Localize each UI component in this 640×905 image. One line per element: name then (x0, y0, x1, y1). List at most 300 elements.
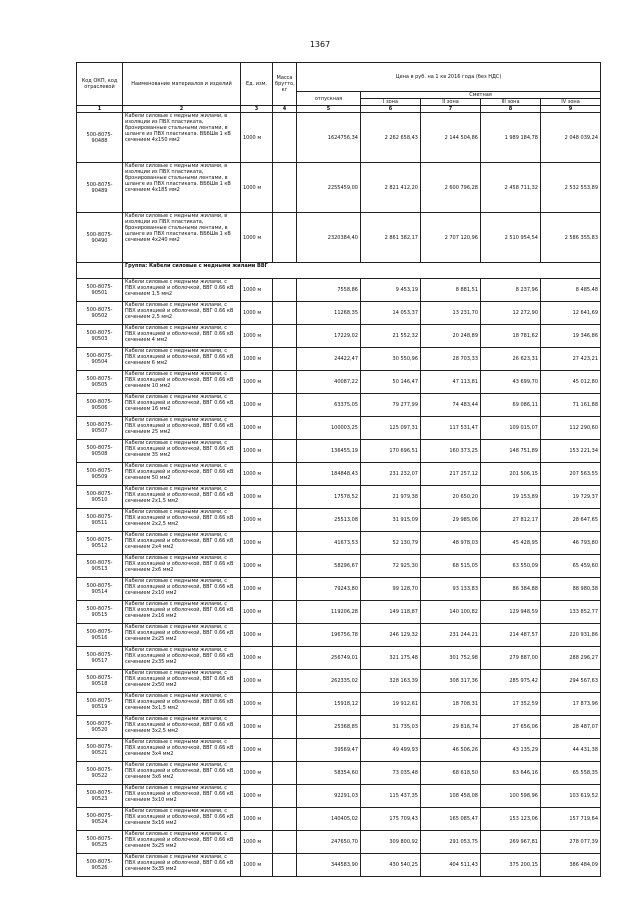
unit-cell: 1000 м (241, 463, 273, 486)
header-zone-4: IV зона (541, 99, 601, 106)
code-cell: 500-8075-90501 (77, 279, 123, 302)
release-price-cell: 79243,80 (297, 578, 361, 601)
zone-2-price-cell: 47 113,81 (421, 371, 481, 394)
code-cell: 500-8075-90512 (77, 532, 123, 555)
zone-1-price-cell: 231 232,07 (361, 463, 421, 486)
table-row (77, 716, 601, 739)
zone-2-price-cell: 231 244,21 (421, 624, 481, 647)
table-row (77, 739, 601, 762)
zone-2-price-cell: 29 985,06 (421, 509, 481, 532)
header-estimate: Сметная (361, 92, 601, 99)
release-price-cell: 11268,35 (297, 302, 361, 325)
zone-1-price-cell: 79 277,99 (361, 394, 421, 417)
release-price-cell: 39569,47 (297, 739, 361, 762)
table-row (77, 670, 601, 693)
col-number: 5 (297, 106, 361, 113)
code-cell (77, 263, 123, 279)
zone-4-price-cell: 386 484,09 (541, 854, 601, 877)
table-row (77, 831, 601, 854)
name-cell: Кабели силовые с медными жилами, с ПВХ изоляцией и оболочкой, ВВГ 0.66 кВ сечением 3х16 мм2 (123, 808, 241, 831)
zone-4-price-cell: 27 423,21 (541, 348, 601, 371)
zone-2-price-cell: 404 511,43 (421, 854, 481, 877)
mass-cell (273, 417, 297, 440)
mass-cell (273, 532, 297, 555)
table-row (77, 785, 601, 808)
zone-2-price-cell: 291 053,75 (421, 831, 481, 854)
release-price-cell: 63375,05 (297, 394, 361, 417)
zone-3-price-cell: 100 598,96 (481, 785, 541, 808)
name-cell: Кабели силовые с медными жилами, с ПВХ изоляцией и оболочкой, ВВГ 0.66 кВ сечением 3х35 мм2 (123, 854, 241, 877)
price-table (76, 62, 601, 877)
table-row (77, 854, 601, 877)
release-price-cell: 256749,01 (297, 647, 361, 670)
group-row (77, 263, 601, 279)
name-cell: Кабели силовые с медными жилами, с ПВХ изоляцией и оболочкой, ВВГ 0.66 кВ сечением 2х16 мм2 (123, 601, 241, 624)
mass-cell (273, 163, 297, 213)
mass-cell (273, 325, 297, 348)
zone-1-price-cell: 72 925,30 (361, 555, 421, 578)
code-cell: 500-8075-90521 (77, 739, 123, 762)
zone-1-price-cell: 430 540,25 (361, 854, 421, 877)
zone-1-price-cell: 9 453,19 (361, 279, 421, 302)
header-name: Наименование материалов и изделий (123, 63, 241, 106)
unit-cell: 1000 м (241, 163, 273, 213)
zone-1-price-cell: 149 118,87 (361, 601, 421, 624)
zone-2-price-cell: 68 618,50 (421, 762, 481, 785)
name-cell: Кабели силовые с медными жилами, с ПВХ изоляцией и оболочкой, ВВГ 0.66 кВ сечением 35 мм2 (123, 440, 241, 463)
table-row (77, 532, 601, 555)
zone-2-price-cell: 308 317,36 (421, 670, 481, 693)
code-cell: 500-8075-90516 (77, 624, 123, 647)
unit-cell: 1000 м (241, 854, 273, 877)
table-row (77, 647, 601, 670)
mass-cell (273, 808, 297, 831)
zone-4-price-cell: 112 290,60 (541, 417, 601, 440)
table-row (77, 693, 601, 716)
zone-4-price-cell: 65 459,60 (541, 555, 601, 578)
zone-1-price-cell: 2 861 382,17 (361, 213, 421, 263)
unit-cell: 1000 м (241, 348, 273, 371)
zone-1-price-cell: 115 437,35 (361, 785, 421, 808)
release-price-cell: 119206,28 (297, 601, 361, 624)
zone-3-price-cell: 148 751,89 (481, 440, 541, 463)
unit-cell: 1000 м (241, 486, 273, 509)
zone-3-price-cell: 285 975,42 (481, 670, 541, 693)
zone-3-price-cell: 129 948,59 (481, 601, 541, 624)
zone-2-price-cell: 117 531,47 (421, 417, 481, 440)
table-row (77, 808, 601, 831)
zone-4-price-cell: 46 793,80 (541, 532, 601, 555)
unit-cell: 1000 м (241, 302, 273, 325)
zone-2-price-cell: 28 703,33 (421, 348, 481, 371)
mass-cell (273, 624, 297, 647)
zone-2-price-cell: 140 100,82 (421, 601, 481, 624)
zone-2-price-cell: 2 144 504,86 (421, 113, 481, 163)
zone-4-price-cell: 288 296,27 (541, 647, 601, 670)
zone-1-price-cell: 31 915,09 (361, 509, 421, 532)
header-unit: Ед. изм. (241, 63, 273, 106)
code-cell: 500-8075-90522 (77, 762, 123, 785)
name-cell: Кабели силовые с медными жилами, в изоляции из ПВХ пластиката, бронированные стальными лентами, в шланге из ПВХ пластиката. ВБбШв 1 кВ сечением 4х185 мм2 (123, 163, 241, 213)
col-number: 8 (481, 106, 541, 113)
zone-2-price-cell: 2 707 120,96 (421, 213, 481, 263)
zone-4-price-cell: 294 567,63 (541, 670, 601, 693)
zone-4-price-cell: 157 719,64 (541, 808, 601, 831)
zone-4-price-cell: 44 431,38 (541, 739, 601, 762)
zone-1-price-cell: 50 146,47 (361, 371, 421, 394)
table-body (77, 113, 601, 877)
table-row (77, 394, 601, 417)
release-price-cell: 184848,43 (297, 463, 361, 486)
zone-2-price-cell: 160 373,25 (421, 440, 481, 463)
zone-2-price-cell: 108 458,08 (421, 785, 481, 808)
zone-3-price-cell: 43 699,70 (481, 371, 541, 394)
unit-cell: 1000 м (241, 693, 273, 716)
release-price-cell: 196756,78 (297, 624, 361, 647)
zone-2-price-cell: 13 231,70 (421, 302, 481, 325)
zone-3-price-cell: 214 487,57 (481, 624, 541, 647)
unit-cell: 1000 м (241, 578, 273, 601)
col-number: 3 (241, 106, 273, 113)
name-cell: Кабели силовые с медными жилами, с ПВХ изоляцией и оболочкой, ВВГ 0.66 кВ сечением 2х6 мм2 (123, 555, 241, 578)
table-row (77, 213, 601, 263)
name-cell: Кабели силовые с медными жилами, с ПВХ изоляцией и оболочкой, ВВГ 0.66 кВ сечением 16 мм2 (123, 394, 241, 417)
unit-cell: 1000 м (241, 555, 273, 578)
table-row (77, 555, 601, 578)
release-price-cell: 41673,53 (297, 532, 361, 555)
header-zone-3: III зона (481, 99, 541, 106)
code-cell: 500-8075-90519 (77, 693, 123, 716)
zone-1-price-cell: 2 821 412,20 (361, 163, 421, 213)
zone-3-price-cell: 63 646,16 (481, 762, 541, 785)
release-price-cell: 262335,02 (297, 670, 361, 693)
zone-4-price-cell: 19 729,37 (541, 486, 601, 509)
code-cell: 500-8075-90489 (77, 163, 123, 213)
release-price-cell: 136455,19 (297, 440, 361, 463)
zone-1-price-cell: 328 163,39 (361, 670, 421, 693)
release-price-cell: 2320384,40 (297, 213, 361, 263)
zone-4-price-cell: 2 586 355,83 (541, 213, 601, 263)
zone-4-price-cell: 2 048 039,24 (541, 113, 601, 163)
unit-cell: 1000 м (241, 785, 273, 808)
zone-2-price-cell: 48 978,03 (421, 532, 481, 555)
table-row (77, 624, 601, 647)
unit-cell: 1000 м (241, 831, 273, 854)
zone-3-price-cell: 19 153,89 (481, 486, 541, 509)
zone-1-price-cell: 19 912,61 (361, 693, 421, 716)
zone-2-price-cell: 18 708,31 (421, 693, 481, 716)
release-price-cell: 140405,02 (297, 808, 361, 831)
zone-4-price-cell: 8 485,48 (541, 279, 601, 302)
zone-3-price-cell: 201 506,15 (481, 463, 541, 486)
zone-4-price-cell: 45 012,80 (541, 371, 601, 394)
name-cell: Кабели силовые с медными жилами, с ПВХ изоляцией и оболочкой, ВВГ 0.66 кВ сечением 25 мм2 (123, 417, 241, 440)
unit-cell: 1000 м (241, 716, 273, 739)
name-cell: Кабели силовые с медными жилами, с ПВХ изоляцией и оболочкой, ВВГ 0.66 кВ сечением 3х25 мм2 (123, 831, 241, 854)
table-row (77, 325, 601, 348)
code-cell: 500-8075-90515 (77, 601, 123, 624)
unit-cell: 1000 м (241, 440, 273, 463)
zone-3-price-cell: 1 989 184,78 (481, 113, 541, 163)
mass-cell (273, 716, 297, 739)
zone-3-price-cell: 12 272,90 (481, 302, 541, 325)
release-price-cell: 100003,25 (297, 417, 361, 440)
mass-cell (273, 279, 297, 302)
release-price-cell: 344583,90 (297, 854, 361, 877)
code-cell: 500-8075-90490 (77, 213, 123, 263)
unit-cell: 1000 м (241, 325, 273, 348)
zone-4-price-cell: 278 077,39 (541, 831, 601, 854)
table-row (77, 486, 601, 509)
mass-cell (273, 578, 297, 601)
unit-cell: 1000 м (241, 670, 273, 693)
table-row (77, 509, 601, 532)
zone-2-price-cell: 217 257,12 (421, 463, 481, 486)
zone-3-price-cell: 69 086,11 (481, 394, 541, 417)
release-price-cell: 15918,12 (297, 693, 361, 716)
name-cell: Кабели силовые с медными жилами, с ПВХ изоляцией и оболочкой, ВВГ 0.66 кВ сечением 1,5 мм2 (123, 279, 241, 302)
zone-2-price-cell: 20 248,89 (421, 325, 481, 348)
release-price-cell: 92291,03 (297, 785, 361, 808)
code-cell: 500-8075-90510 (77, 486, 123, 509)
code-cell: 500-8075-90503 (77, 325, 123, 348)
name-cell: Кабели силовые с медными жилами, в изоляции из ПВХ пластиката, бронированные стальными лентами, в шланге из ПВХ пластиката. ВБбШв 1 кВ сечением 4х240 мм2 (123, 213, 241, 263)
table-row (77, 417, 601, 440)
col-number: 2 (123, 106, 241, 113)
zone-2-price-cell: 93 133,83 (421, 578, 481, 601)
zone-1-price-cell: 2 262 658,43 (361, 113, 421, 163)
code-cell: 500-8075-90507 (77, 417, 123, 440)
unit-cell: 1000 м (241, 601, 273, 624)
table-row (77, 578, 601, 601)
header-code: Код ОКП, код отраслевой (77, 63, 123, 106)
zone-1-price-cell: 21 552,32 (361, 325, 421, 348)
col-number: 4 (273, 106, 297, 113)
unit-cell: 1000 м (241, 808, 273, 831)
zone-3-price-cell: 2 458 711,32 (481, 163, 541, 213)
mass-cell (273, 785, 297, 808)
zone-3-price-cell: 27 812,17 (481, 509, 541, 532)
mass-cell (273, 509, 297, 532)
zone-3-price-cell: 2 510 954,54 (481, 213, 541, 263)
zone-4-price-cell: 12 641,69 (541, 302, 601, 325)
mass-cell (273, 486, 297, 509)
code-cell: 500-8075-90506 (77, 394, 123, 417)
mass-cell (273, 854, 297, 877)
zone-2-price-cell: 68 515,05 (421, 555, 481, 578)
code-cell: 500-8075-90524 (77, 808, 123, 831)
code-cell: 500-8075-90509 (77, 463, 123, 486)
zone-1-price-cell: 31 735,03 (361, 716, 421, 739)
table-row (77, 113, 601, 163)
column-numbers-row (77, 106, 601, 113)
name-cell: Кабели силовые с медными жилами, с ПВХ изоляцией и оболочкой, ВВГ 0.66 кВ сечением 50 мм2 (123, 463, 241, 486)
name-cell: Кабели силовые с медными жилами, с ПВХ изоляцией и оболочкой, ВВГ 0.66 кВ сечением 2х35 мм2 (123, 647, 241, 670)
unit-cell: 1000 м (241, 113, 273, 163)
name-cell: Кабели силовые с медными жилами, с ПВХ изоляцией и оболочкой, ВВГ 0.66 кВ сечением 3х4 мм2 (123, 739, 241, 762)
name-cell: Кабели силовые с медными жилами, с ПВХ изоляцией и оболочкой, ВВГ 0.66 кВ сечением 2х25 мм2 (123, 624, 241, 647)
mass-cell (273, 394, 297, 417)
code-cell: 500-8075-90502 (77, 302, 123, 325)
name-cell: Кабели силовые с медными жилами, в изоляции из ПВХ пластиката, бронированные стальными лентами, в шланге из ПВХ пластиката. ВБбШв 1 кВ сечением 4х150 мм2 (123, 113, 241, 163)
mass-cell (273, 762, 297, 785)
code-cell: 500-8075-90488 (77, 113, 123, 163)
zone-4-price-cell: 103 619,52 (541, 785, 601, 808)
code-cell: 500-8075-90511 (77, 509, 123, 532)
header-zone-2: II зона (421, 99, 481, 106)
zone-4-price-cell: 133 852,77 (541, 601, 601, 624)
header-row (77, 63, 601, 92)
zone-3-price-cell: 18 781,62 (481, 325, 541, 348)
unit-cell: 1000 м (241, 417, 273, 440)
zone-3-price-cell: 279 887,00 (481, 647, 541, 670)
zone-1-price-cell: 175 709,43 (361, 808, 421, 831)
zone-1-price-cell: 73 035,48 (361, 762, 421, 785)
release-price-cell: 17578,52 (297, 486, 361, 509)
table-row (77, 163, 601, 213)
header-price-title: Цена в руб. на 1 кв 2016 года (без НДС) (297, 63, 601, 92)
name-cell: Кабели силовые с медными жилами, с ПВХ изоляцией и оболочкой, ВВГ 0.66 кВ сечением 3х2,5 мм2 (123, 716, 241, 739)
mass-cell (273, 440, 297, 463)
table-row (77, 440, 601, 463)
zone-1-price-cell: 321 175,48 (361, 647, 421, 670)
col-number: 1 (77, 106, 123, 113)
zone-3-price-cell: 153 123,06 (481, 808, 541, 831)
unit-cell: 1000 м (241, 624, 273, 647)
zone-4-price-cell: 2 532 553,89 (541, 163, 601, 213)
name-cell: Кабели силовые с медными жилами, с ПВХ изоляцией и оболочкой, ВВГ 0.66 кВ сечением 2х4 мм2 (123, 532, 241, 555)
mass-cell (273, 555, 297, 578)
name-cell: Кабели силовые с медными жилами, с ПВХ изоляцией и оболочкой, ВВГ 0.66 кВ сечением 3х10 мм2 (123, 785, 241, 808)
table-row (77, 348, 601, 371)
zone-1-price-cell: 14 053,37 (361, 302, 421, 325)
name-cell: Кабели силовые с медными жилами, с ПВХ изоляцией и оболочкой, ВВГ 0.66 кВ сечением 6 мм2 (123, 348, 241, 371)
zone-4-price-cell: 153 221,34 (541, 440, 601, 463)
header-zone-1: I зона (361, 99, 421, 106)
zone-3-price-cell: 8 237,96 (481, 279, 541, 302)
zone-3-price-cell: 17 352,59 (481, 693, 541, 716)
table-row (77, 463, 601, 486)
zone-2-price-cell: 165 085,47 (421, 808, 481, 831)
zone-2-price-cell: 46 506,26 (421, 739, 481, 762)
zone-3-price-cell: 63 550,09 (481, 555, 541, 578)
name-cell: Кабели силовые с медными жилами, с ПВХ изоляцией и оболочкой, ВВГ 0.66 кВ сечением 3х6 мм2 (123, 762, 241, 785)
code-cell: 500-8075-90526 (77, 854, 123, 877)
mass-cell (273, 348, 297, 371)
code-cell: 500-8075-90520 (77, 716, 123, 739)
col-number: 6 (361, 106, 421, 113)
mass-cell (273, 113, 297, 163)
zone-3-price-cell: 375 200,15 (481, 854, 541, 877)
mass-cell (273, 831, 297, 854)
unit-cell: 1000 м (241, 394, 273, 417)
zone-4-price-cell: 28 647,65 (541, 509, 601, 532)
table-row (77, 302, 601, 325)
release-price-cell: 1624756,34 (297, 113, 361, 163)
zone-1-price-cell: 49 499,93 (361, 739, 421, 762)
col-number: 7 (421, 106, 481, 113)
zone-1-price-cell: 52 130,79 (361, 532, 421, 555)
zone-4-price-cell: 88 980,38 (541, 578, 601, 601)
table-row (77, 279, 601, 302)
unit-cell: 1000 м (241, 279, 273, 302)
mass-cell (273, 739, 297, 762)
zone-1-price-cell: 21 979,38 (361, 486, 421, 509)
code-cell: 500-8075-90513 (77, 555, 123, 578)
header-mass: Масса брутто, кг (273, 63, 297, 106)
release-price-cell: 17229,02 (297, 325, 361, 348)
zone-1-price-cell: 246 129,32 (361, 624, 421, 647)
unit-cell: 1000 м (241, 739, 273, 762)
release-price-cell: 24422,47 (297, 348, 361, 371)
unit-cell: 1000 м (241, 762, 273, 785)
release-price-cell: 58354,60 (297, 762, 361, 785)
name-cell: Кабели силовые с медными жилами, с ПВХ изоляцией и оболочкой, ВВГ 0.66 кВ сечением 4 мм2 (123, 325, 241, 348)
mass-cell (273, 670, 297, 693)
zone-4-price-cell: 19 346,86 (541, 325, 601, 348)
zone-3-price-cell: 269 967,81 (481, 831, 541, 854)
mass-cell (273, 302, 297, 325)
zone-4-price-cell: 65 558,35 (541, 762, 601, 785)
mass-cell (273, 463, 297, 486)
name-cell: Кабели силовые с медными жилами, с ПВХ изоляцией и оболочкой, ВВГ 0.66 кВ сечением 2,5 мм2 (123, 302, 241, 325)
zone-3-price-cell: 26 623,31 (481, 348, 541, 371)
mass-cell (273, 601, 297, 624)
unit-cell: 1000 м (241, 532, 273, 555)
unit-cell: 1000 м (241, 371, 273, 394)
zone-3-price-cell: 45 428,95 (481, 532, 541, 555)
zone-1-price-cell: 99 128,70 (361, 578, 421, 601)
release-price-cell: 40087,22 (297, 371, 361, 394)
code-cell: 500-8075-90525 (77, 831, 123, 854)
name-cell: Кабели силовые с медными жилами, с ПВХ изоляцией и оболочкой, ВВГ 0.66 кВ сечением 2х10 мм2 (123, 578, 241, 601)
zone-3-price-cell: 109 015,07 (481, 417, 541, 440)
name-cell: Кабели силовые с медными жилами, с ПВХ изоляцией и оболочкой, ВВГ 0.66 кВ сечением 3х1,5 мм2 (123, 693, 241, 716)
code-cell: 500-8075-90508 (77, 440, 123, 463)
release-price-cell: 247650,70 (297, 831, 361, 854)
zone-4-price-cell: 71 161,88 (541, 394, 601, 417)
table-row (77, 601, 601, 624)
release-price-cell: 2255459,00 (297, 163, 361, 213)
col-number: 9 (541, 106, 601, 113)
code-cell: 500-8075-90518 (77, 670, 123, 693)
zone-4-price-cell: 28 487,07 (541, 716, 601, 739)
zone-1-price-cell: 309 800,92 (361, 831, 421, 854)
release-price-cell: 58296,67 (297, 555, 361, 578)
table-row (77, 762, 601, 785)
unit-cell: 1000 м (241, 647, 273, 670)
code-cell: 500-8075-90517 (77, 647, 123, 670)
zone-2-price-cell: 301 752,98 (421, 647, 481, 670)
name-cell: Кабели силовые с медными жилами, с ПВХ изоляцией и оболочкой, ВВГ 0.66 кВ сечением 2х1,5 мм2 (123, 486, 241, 509)
mass-cell (273, 371, 297, 394)
release-price-cell: 25513,08 (297, 509, 361, 532)
zone-2-price-cell: 2 600 796,28 (421, 163, 481, 213)
zone-1-price-cell: 30 550,96 (361, 348, 421, 371)
release-price-cell: 25368,85 (297, 716, 361, 739)
mass-cell (273, 647, 297, 670)
release-price-cell: 7558,86 (297, 279, 361, 302)
code-cell: 500-8075-90505 (77, 371, 123, 394)
code-cell: 500-8075-90514 (77, 578, 123, 601)
name-cell: Кабели силовые с медными жилами, с ПВХ изоляцией и оболочкой, ВВГ 0.66 кВ сечением 2х50 мм2 (123, 670, 241, 693)
zone-3-price-cell: 86 384,88 (481, 578, 541, 601)
name-cell: Кабели силовые с медными жилами, с ПВХ изоляцией и оболочкой, ВВГ 0.66 кВ сечением 10 мм2 (123, 371, 241, 394)
mass-cell (273, 693, 297, 716)
unit-cell: 1000 м (241, 509, 273, 532)
unit-cell: 1000 м (241, 213, 273, 263)
zone-1-price-cell: 125 097,31 (361, 417, 421, 440)
